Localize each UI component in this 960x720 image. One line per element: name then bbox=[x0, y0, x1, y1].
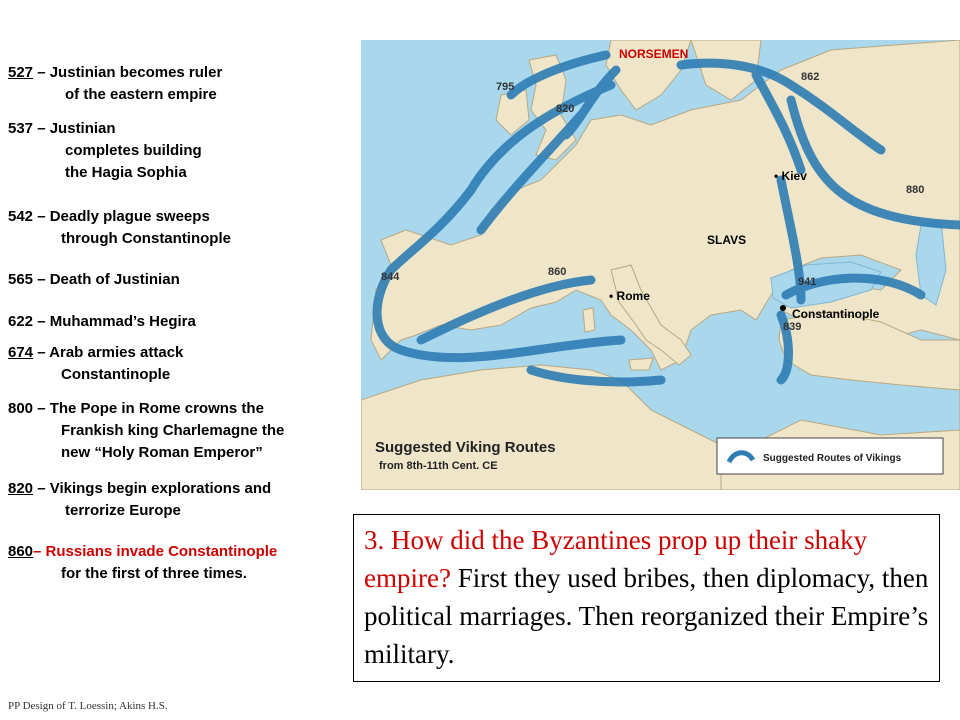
timeline-year: 527 bbox=[8, 64, 34, 81]
route-number: 941 bbox=[798, 276, 817, 288]
kiev-label: • Kiev bbox=[774, 169, 807, 183]
timeline-year: 860 bbox=[8, 543, 34, 560]
timeline-text-cont: through Constantinople bbox=[61, 230, 231, 247]
timeline-entry-622 bbox=[8, 311, 196, 333]
route-number: 844 bbox=[381, 271, 400, 283]
credit-footer: PP Design of T. Loessin; Akins H.S. bbox=[8, 700, 168, 712]
timeline-sep: – bbox=[33, 543, 46, 560]
timeline-year: 800 bbox=[8, 400, 34, 417]
question-box bbox=[353, 514, 940, 682]
timeline-year: 674 bbox=[8, 344, 34, 361]
timeline-year: 820 bbox=[8, 480, 34, 497]
sardinia-land bbox=[583, 308, 595, 332]
timeline-entry-542 bbox=[8, 206, 231, 250]
timeline-text-cont: terrorize Europe bbox=[65, 502, 181, 519]
constantinople-dot bbox=[780, 305, 786, 311]
timeline-text-cont: Constantinople bbox=[61, 366, 171, 383]
timeline-year: 537 bbox=[8, 120, 34, 137]
question-text: 3. How did the Byzantines prop up their shaky empire? bbox=[364, 525, 868, 593]
timeline-text: Death of Justinian bbox=[49, 271, 180, 288]
timeline-text: Muhammad’s Hegira bbox=[49, 313, 196, 330]
norsemen-label: NORSEMEN bbox=[619, 47, 689, 61]
timeline-sep: – bbox=[33, 208, 50, 225]
route-number: 820 bbox=[556, 103, 575, 115]
sicily-land bbox=[629, 358, 653, 370]
timeline-text-cont: completes building bbox=[65, 142, 202, 159]
timeline-text: The Pope in Rome crowns the bbox=[49, 400, 264, 417]
route-number: 860 bbox=[548, 266, 567, 278]
timeline-entry-527 bbox=[8, 62, 222, 106]
timeline-sep: – bbox=[33, 344, 50, 361]
map-title: Suggested Viking Routes bbox=[375, 439, 556, 456]
timeline-text-cont: for the first of three times. bbox=[61, 565, 247, 582]
timeline-text: Justinian bbox=[49, 120, 116, 137]
timeline-sep: – bbox=[33, 120, 50, 137]
timeline-entry-537 bbox=[8, 118, 202, 184]
timeline-entry-800 bbox=[8, 398, 284, 464]
timeline-entry-820 bbox=[8, 478, 271, 522]
timeline-year: 565 bbox=[8, 271, 34, 288]
timeline-text: Deadly plague sweeps bbox=[49, 208, 210, 225]
map-legend bbox=[717, 438, 943, 474]
timeline-text: Vikings begin explorations and bbox=[49, 480, 272, 497]
timeline-sep: – bbox=[33, 271, 50, 288]
timeline-sep: – bbox=[33, 64, 50, 81]
timeline-entry-565 bbox=[8, 269, 180, 291]
timeline-sep: – bbox=[33, 313, 50, 330]
viking-routes-map bbox=[361, 40, 960, 490]
timeline-sep: – bbox=[33, 400, 50, 417]
route-number: 795 bbox=[496, 81, 515, 93]
constantinople-label: Constantinople bbox=[792, 307, 880, 321]
timeline-text: Russians invade Constantinople bbox=[45, 543, 278, 560]
route-number: 862 bbox=[801, 71, 820, 83]
timeline-year: 542 bbox=[8, 208, 34, 225]
timeline-text-cont: the Hagia Sophia bbox=[65, 164, 187, 181]
slavs-label: SLAVS bbox=[707, 233, 747, 247]
timeline-text: Arab armies attack bbox=[49, 344, 184, 361]
rome-label: • Rome bbox=[609, 289, 650, 303]
timeline-text-cont: Frankish king Charlemagne the bbox=[61, 422, 285, 439]
timeline-entry-860 bbox=[8, 541, 277, 585]
map-subtitle: from 8th-11th Cent. CE bbox=[379, 460, 498, 472]
timeline-sep: – bbox=[33, 480, 50, 497]
timeline-text-cont: new “Holy Roman Emperor” bbox=[61, 444, 263, 461]
answer-text: First they used bribes, then diplomacy, then political marriages. Then reorganized their Empire’s military. bbox=[364, 563, 929, 669]
timeline-text: Justinian becomes ruler bbox=[49, 64, 223, 81]
timeline-entry-674 bbox=[8, 342, 183, 386]
legend-label: Suggested Routes of Vikings bbox=[763, 453, 902, 464]
route-number: 880 bbox=[906, 184, 925, 196]
route-number: 839 bbox=[783, 321, 802, 333]
timeline-year: 622 bbox=[8, 313, 34, 330]
timeline-text-cont: of the eastern empire bbox=[65, 86, 217, 103]
